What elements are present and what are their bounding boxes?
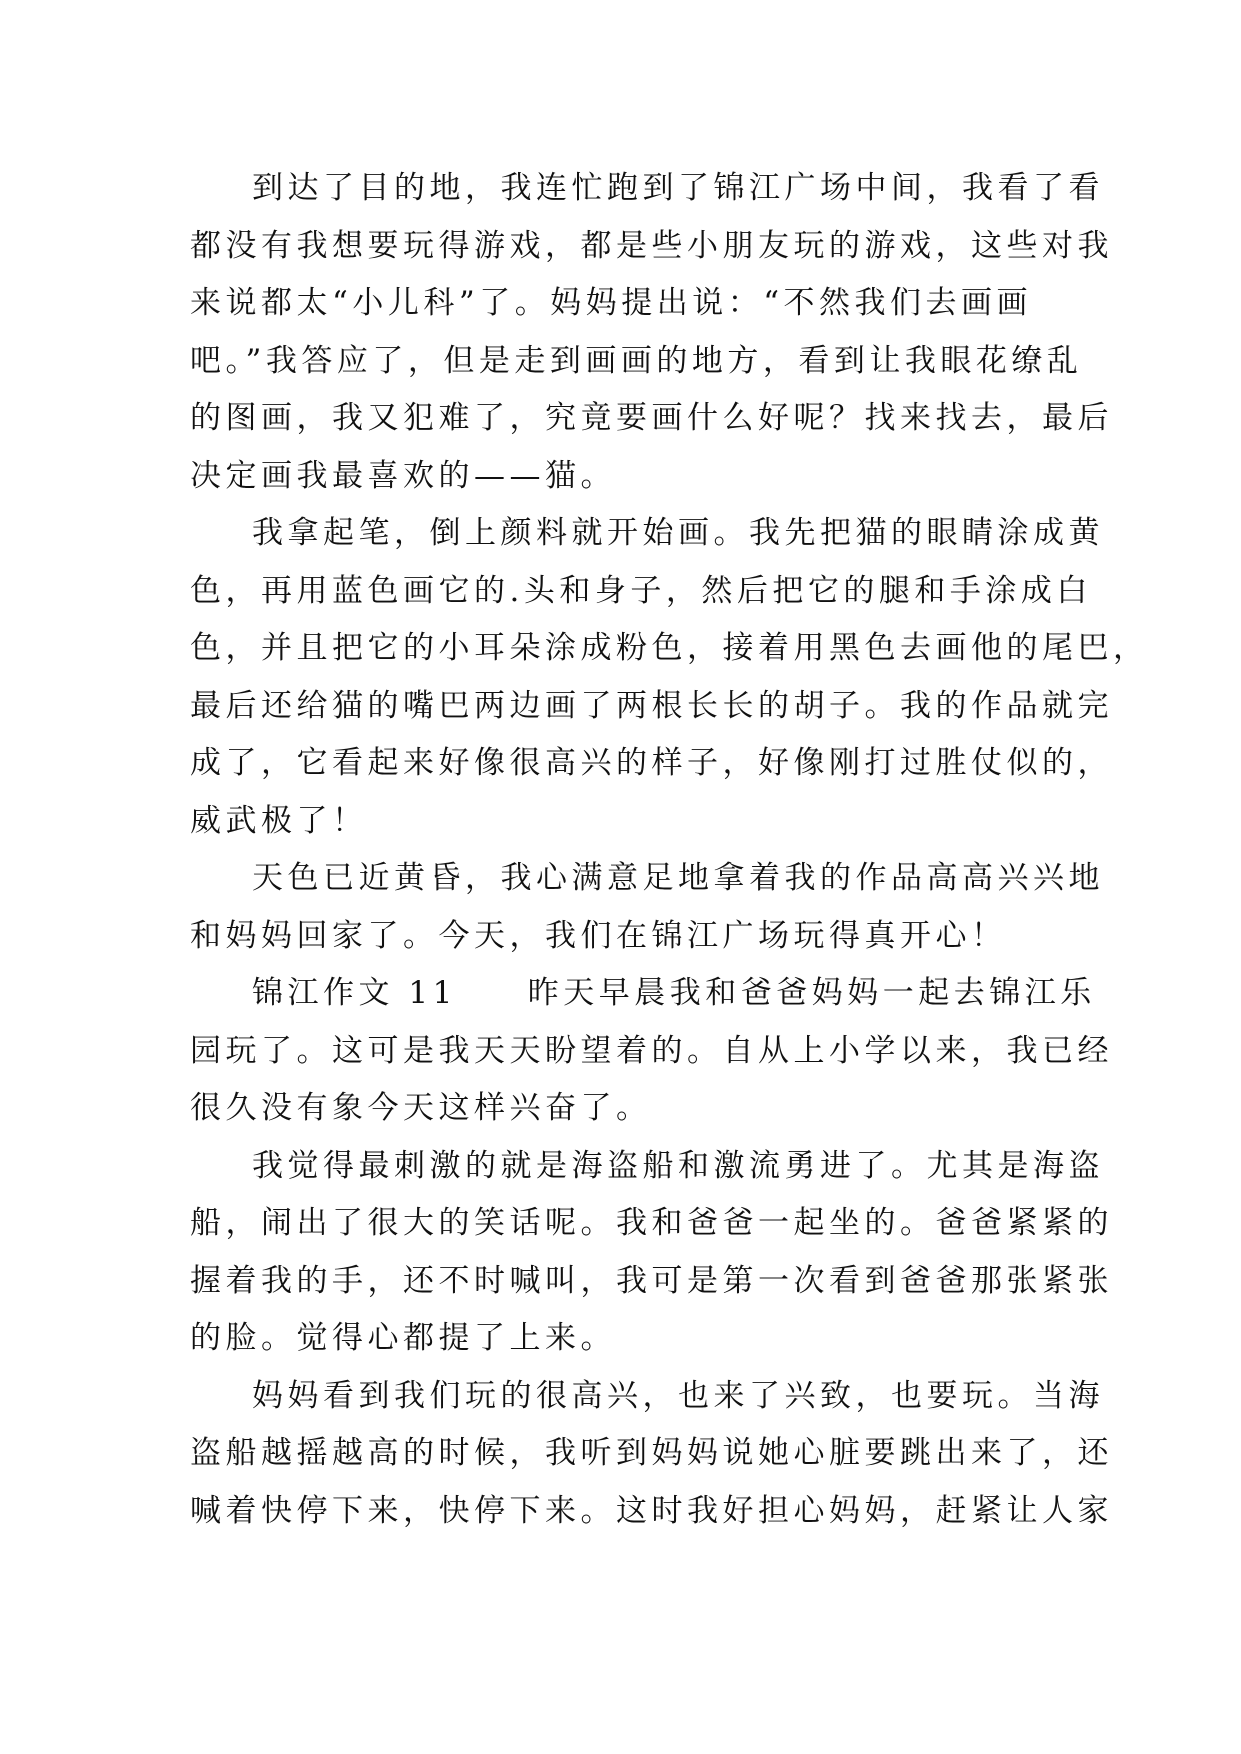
text-line: 到达了目的地，我连忙跑到了锦江广场中间，我看了看 xyxy=(252,170,1104,206)
text-line: 吧。”我答应了，但是走到画画的地方，看到让我眼花缭乱 xyxy=(190,342,1083,379)
text-line: 的图画，我又犯难了，究竟要画什么好呢？找来找去，最后 xyxy=(190,400,1113,436)
text-line: 决定画我最喜欢的——猫。 xyxy=(190,457,616,494)
text-line: 的脸。觉得心都提了上来。 xyxy=(190,1320,616,1356)
text-line: 色，并且把它的小耳朵涂成粉色，接着用黑色去画他的尾巴， xyxy=(190,630,1149,666)
text-line: 成了，它看起来好像很高兴的样子，好像刚打过胜仗似的， xyxy=(190,745,1113,781)
text-line: 我拿起笔，倒上颜料就开始画。我先把猫的眼睛涂成黄 xyxy=(252,515,1104,551)
text-line: 很久没有象今天这样兴奋了。 xyxy=(190,1090,652,1126)
text-line: 我觉得最刺激的就是海盗船和激流勇进了。尤其是海盗 xyxy=(252,1147,1104,1184)
text-line: 盗船越摇越高的时候，我听到妈妈说她心脏要跳出来了，还 xyxy=(190,1435,1113,1471)
text-line: 喊着快停下来，快停下来。这时我好担心妈妈，赶紧让人家 xyxy=(190,1492,1113,1529)
text-line: 最后还给猫的嘴巴两边画了两根长长的胡子。我的作品就完 xyxy=(190,687,1113,724)
text-line: 船，闹出了很大的笑话呢。我和爸爸一起坐的。爸爸紧紧的 xyxy=(190,1205,1113,1241)
text-line: 妈妈看到我们玩的很高兴，也来了兴致，也要玩。当海 xyxy=(252,1377,1104,1414)
text-line: 色，再用蓝色画它的.头和身子，然后把它的腿和手涂成白 xyxy=(190,572,1092,609)
text-line: 锦江作文 11 昨天早晨我和爸爸妈妈一起去锦江乐 xyxy=(252,975,1096,1011)
text-line: 园玩了。这可是我天天盼望着的。自从上小学以来，我已经 xyxy=(190,1032,1113,1069)
text-line: 握着我的手，还不时喊叫，我可是第一次看到爸爸那张紧张 xyxy=(190,1262,1113,1299)
text-line: 和妈妈回家了。今天，我们在锦江广场玩得真开心！ xyxy=(190,917,1007,954)
text-line: 都没有我想要玩得游戏，都是些小朋友玩的游戏，这些对我 xyxy=(190,227,1113,264)
document-body xyxy=(190,160,1149,1540)
text-line: 来说都太“小儿科”了。妈妈提出说：“不然我们去画画 xyxy=(190,285,1033,321)
text-line: 天色已近黄昏，我心满意足地拿着我的作品高高兴兴地 xyxy=(252,860,1104,896)
text-line: 威武极了！ xyxy=(190,802,368,839)
